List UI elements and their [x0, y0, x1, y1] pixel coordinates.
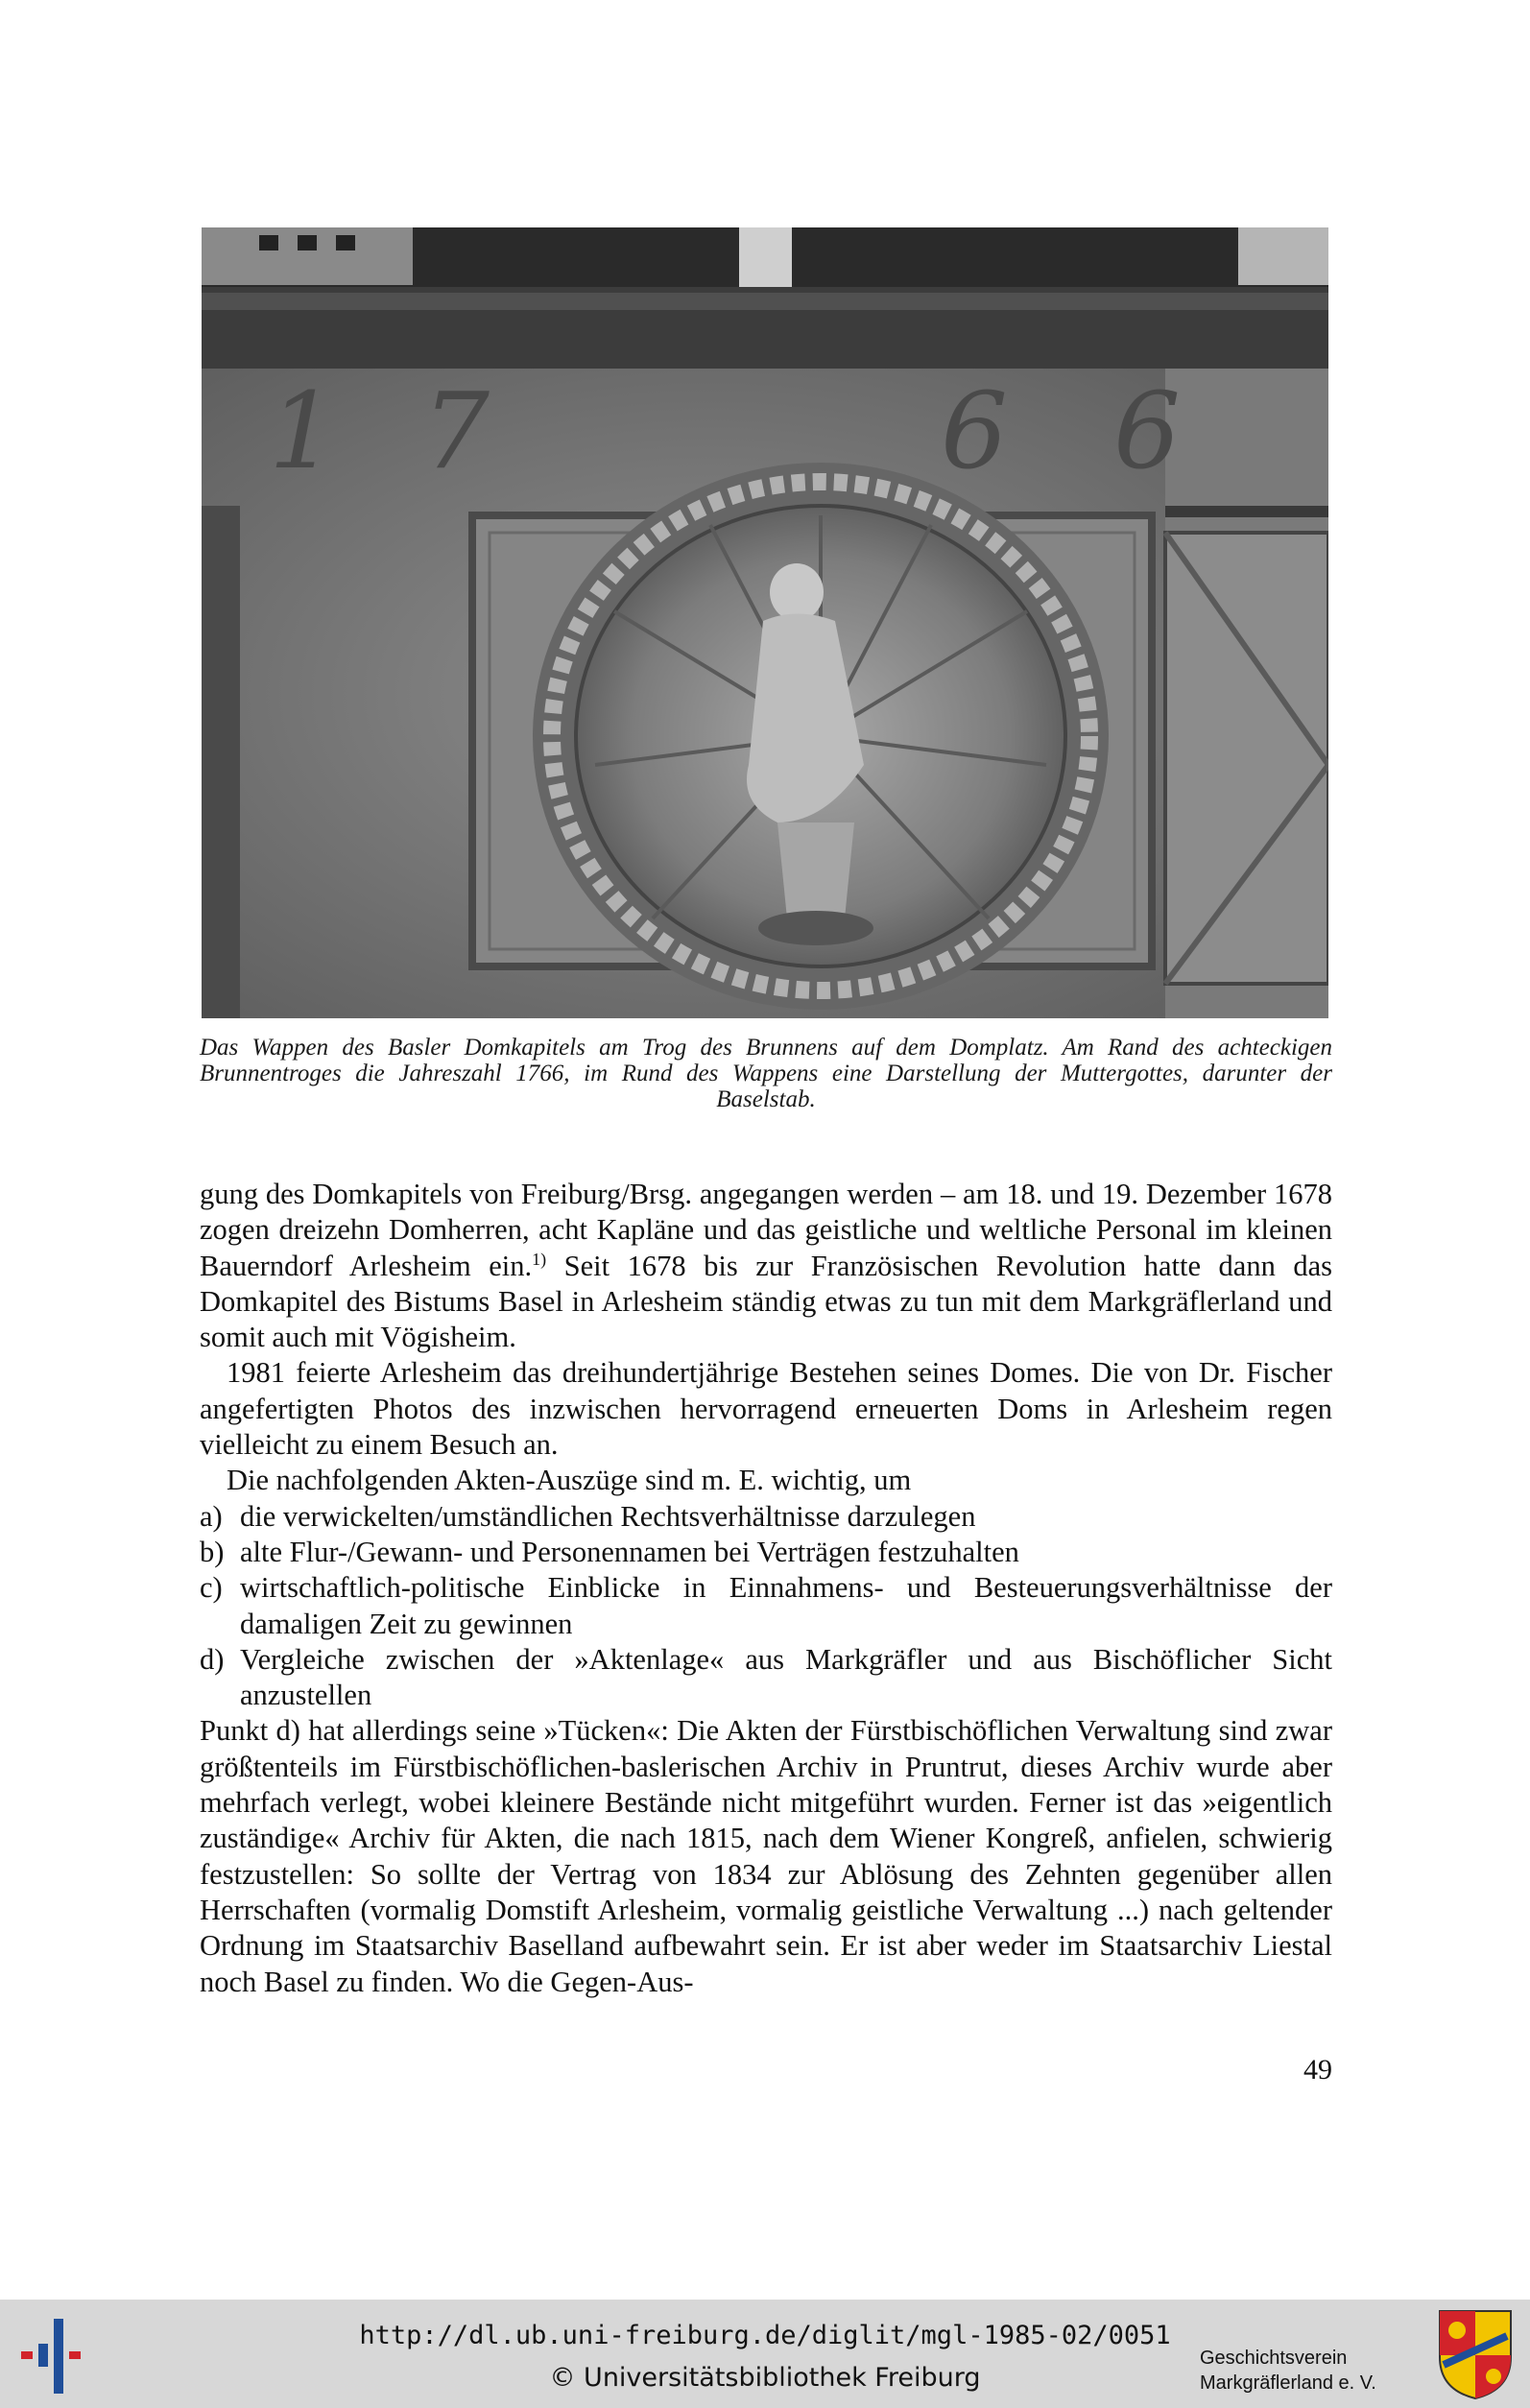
body-text — [200, 1177, 1332, 2000]
coat-of-arms-crest-icon — [1436, 2307, 1515, 2401]
list-item-label: c) — [200, 1571, 223, 1605]
list-item-text: wirtschaftlich-politische Einblicke in Einnahmens- und Besteuerungsverhältnisse der damaligen Zeit zu gewinnen — [240, 1571, 1332, 1640]
paragraph: 1981 feierte Arlesheim das dreihundertjährige Bestehen seines Domes. Die von Dr. Fischer angefertigten Photos des inzwischen hervorragend erneuerten Doms in Arlesheim regen vielleicht zu einem Besuch an. — [200, 1356, 1332, 1462]
copyright-text: © Universitätsbibliothek Freiburg — [549, 2363, 981, 2393]
organization-name — [1200, 2346, 1430, 2396]
paragraph: Punkt d) hat allerdings seine »Tücken«: Die Akten der Fürstbischöflichen Verwaltung sind zwar größtenteils im Fürstbischöflichen-baslerischen Archiv in Pruntrut, dieses Archiv wurde aber mehrfach verlegt, wobei kleinere Bestände nicht mitgeführt wurden. Ferner ist das »eigentlich zuständige« Archiv für Akten, die nach 1815, nach dem Wiener Kongreß, anfielen, schwierig festzustellen: So sollte der Vertrag von 1834 zur Ablösung des Zehnten gegenüber allen Herrschaften (vormalig Domstift Arlesheim, vormalig geistliche Verwaltung ...) nach geltender Ordnung im Staatsarchiv Baselland aufbewahrt sein. Er ist aber weder im Staatsarchiv Liestal noch Basel zu finden. Wo die Gegen-Aus- — [200, 1714, 1332, 1998]
list-item — [200, 1499, 1332, 1535]
carved-digit: 1 — [269, 370, 336, 492]
list-item — [200, 1570, 1332, 1642]
carved-digit: 6 — [1113, 370, 1181, 492]
carved-coat-of-arms-photo-icon — [202, 227, 1328, 1018]
footer-bar — [0, 2300, 1530, 2408]
list-item-label: d) — [200, 1642, 225, 1676]
fountain-coat-of-arms-photo — [202, 227, 1328, 1018]
footnote-marker: 1) — [532, 1249, 547, 1269]
organization-name-line: Markgräflerland e. V. — [1200, 2372, 1376, 2394]
carved-digit: 7 — [422, 370, 490, 492]
organization-name-line: Geschichtsverein — [1200, 2348, 1348, 2369]
list-item-text: Vergleiche zwischen der »Aktenlage« aus Markgräfler und aus Bischöflicher Sicht anzustellen — [240, 1642, 1332, 1712]
paragraph: Die nachfolgenden Akten-Auszüge sind m. E. wichtig, um — [227, 1464, 912, 1497]
list-item — [200, 1535, 1332, 1570]
page-number: 49 — [1303, 2054, 1332, 2086]
paragraph — [200, 1177, 1332, 1355]
photo-caption: Das Wappen des Basler Domkapitels am Trog des Brunnens auf dem Domplatz. Am Rand des achteckigen Brunnentroges die Jahreszahl 1766, im Rund des Wappens eine Darstellung der Muttergottes, darunter der Baselstab. — [200, 1035, 1332, 1112]
list-item-text: die verwickelten/umständlichen Rechtsverhältnisse darzulegen — [240, 1499, 976, 1533]
list-item-text: alte Flur-/Gewann- und Personennamen bei Verträgen festzuhalten — [240, 1535, 1019, 1568]
carved-digit: 6 — [941, 370, 1008, 492]
list-item — [200, 1642, 1332, 1714]
paragraph-text: Seit 1678 bis zur Französischen Revolution hatte dann das Domkapitel des Bistums Basel in Arlesheim ständig etwas zu tun mit dem Markgräflerland und somit auch mit Vögisheim. — [200, 1249, 1332, 1354]
list-item-label: a) — [200, 1499, 223, 1533]
list-item-label: b) — [200, 1535, 225, 1568]
paragraph-text: gung des Domkapitels von Freiburg/Brsg. angegangen werden – am 18. und 19. Dezember 1678 zogen dreizehn Domherren, acht Kapläne und das geistliche und weltliche Personal im kleinen Bauerndorf Arlesheim ein. — [200, 1178, 1332, 1282]
document-url-link[interactable]: http://dl.ub.uni-freiburg.de/diglit/mgl-1985-02/0051 — [359, 2321, 1171, 2350]
